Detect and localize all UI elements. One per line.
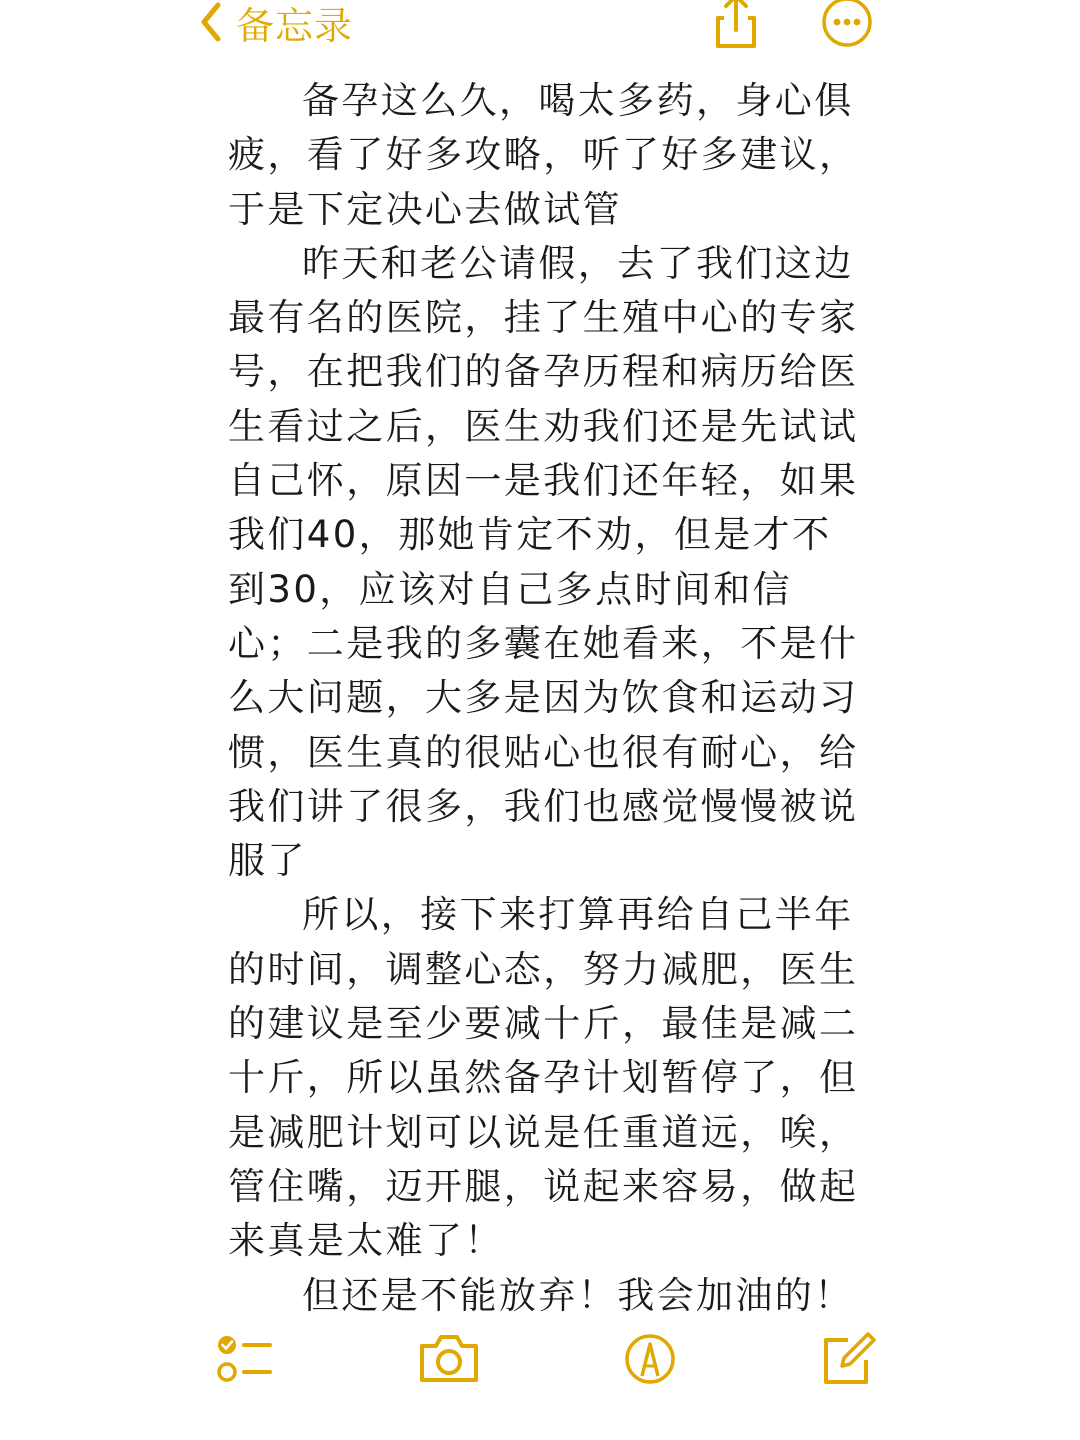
more-icon[interactable] xyxy=(820,0,874,48)
camera-icon[interactable] xyxy=(418,1332,480,1386)
back-label: 备忘录 xyxy=(236,3,354,48)
compose-icon[interactable] xyxy=(820,1332,876,1386)
chevron-left-icon xyxy=(196,0,226,45)
note-paragraph: 但还是不能放弃！我会加油的！ xyxy=(302,1273,854,1317)
bottom-toolbar xyxy=(0,1320,1080,1400)
checklist-icon[interactable] xyxy=(214,1332,274,1384)
note-paragraph: 备孕这么久，喝太多药，身心俱疲，看了好多攻略，听了好多建议，于是下定决心去做试管 xyxy=(228,79,859,231)
note-body[interactable] xyxy=(228,74,868,1323)
markup-icon[interactable] xyxy=(622,1332,678,1386)
note-paragraph: 所以，接下来打算再给自己半年的时间，调整心态，努力减肥，医生的建议是至少要减十斤，最佳是减二十斤，所以虽然备孕计划暂停了，但是减肥计划可以说是任重道远，唉，管住嘴，迈开腿，说起来容易，做起来真是太难了！ xyxy=(228,893,859,1263)
note-paragraph: 昨天和老公请假，去了我们这边最有名的医院，挂了生殖中心的专家号，在把我们的备孕历程和病历给医生看过之后，医生劝我们还是先试试自己怀，原因一是我们还年轻，如果我们40，那她肯定不劝，但是才不到30，应该对自己多点时间和信心；二是我的多囊在她看来，不是什么大问题，大多是因为饮食和运动习惯，医生真的很贴心也很有耐心，给我们讲了很多，我们也感觉慢慢被说服了 xyxy=(228,241,859,883)
back-button[interactable] xyxy=(196,0,353,50)
share-icon[interactable] xyxy=(706,0,764,50)
navigation-bar xyxy=(0,0,1080,60)
